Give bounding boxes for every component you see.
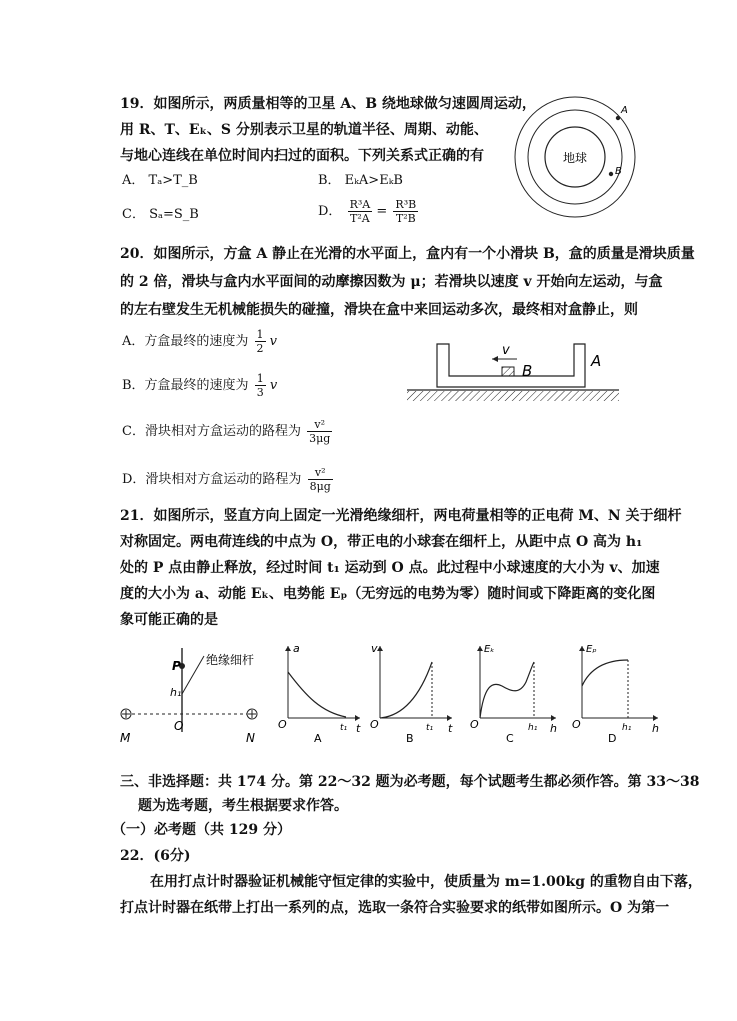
q19-line-1: 19．如图所示，两质量相等的卫星 A、B 绕地球做匀速圆周运动， bbox=[120, 96, 536, 112]
q19-option-d-rhs-num: R³B bbox=[395, 198, 417, 211]
q20-option-d-frac bbox=[308, 466, 333, 493]
q20-option-c-den: 3μg bbox=[309, 432, 331, 445]
rod-label: 绝缘细杆 bbox=[206, 653, 255, 667]
graph-a-x-label: t bbox=[356, 722, 361, 735]
graph-d bbox=[570, 636, 666, 746]
q20-option-a-num: 1 bbox=[256, 328, 264, 341]
graph-c bbox=[468, 636, 564, 746]
satellite-a-label: A bbox=[621, 105, 628, 116]
q20-option-a bbox=[122, 328, 277, 355]
q20-option-d-text: D．滑块相对方盒运动的路程为 bbox=[122, 472, 302, 487]
rod-pointer bbox=[182, 656, 204, 694]
label-o: O bbox=[174, 719, 184, 733]
q20-option-c-num: v² bbox=[307, 418, 332, 432]
label-n: N bbox=[246, 731, 255, 745]
graph-b-caption: B bbox=[406, 732, 414, 745]
q20-option-b-text: B．方盒最终的速度为 bbox=[122, 378, 249, 393]
q20-option-b-num: 1 bbox=[256, 372, 264, 385]
q20-option-a-frac bbox=[255, 328, 266, 355]
graph-d-y-label: Eₚ bbox=[586, 644, 597, 655]
graph-c-mark: h₁ bbox=[528, 723, 538, 733]
block-b bbox=[502, 367, 514, 376]
graph-b bbox=[368, 636, 458, 746]
q22-line-2: 打点计时器在纸带上打出一系列的点，选取一条符合实验要求的纸带如图所示。O 为第一 bbox=[120, 900, 670, 916]
q21-line-3: 处的 P 点由静止释放，经过时间 t₁ 运动到 O 点。此过程中小球速度的大小为 v、加速 bbox=[120, 560, 660, 576]
block-b-label: B bbox=[522, 362, 533, 380]
graph-c-x-label: h bbox=[550, 722, 557, 735]
q20-option-d-den: 8μg bbox=[309, 480, 331, 493]
graph-c-x-arrow bbox=[551, 715, 556, 721]
q19-option-d-lhs bbox=[348, 198, 373, 225]
satellite-b bbox=[609, 172, 613, 176]
label-p: P bbox=[172, 659, 181, 673]
graph-c-y-label: Eₖ bbox=[484, 644, 495, 655]
section3-line-1: 三、非选择题：共 174 分。第 22～32 题为必考题，每个试题考生都必须作答。第 33～38 bbox=[120, 774, 700, 790]
q20-option-d bbox=[122, 466, 333, 493]
box-a bbox=[437, 344, 585, 387]
q21-line-1: 21．如图所示，竖直方向上固定一光滑绝缘细杆，两电荷量相等的正电荷 M、N 关于细杆 bbox=[120, 508, 682, 524]
q20-option-b-frac bbox=[255, 372, 266, 399]
ground-hatch bbox=[407, 391, 619, 401]
graph-a bbox=[276, 636, 366, 746]
q20-option-b-den: 3 bbox=[256, 386, 264, 399]
q22-line-1: 在用打点计时器验证机械能守恒定律的实验中，使质量为 m=1.00kg 的重物自由下落， bbox=[150, 874, 702, 890]
earth-label: 地球 bbox=[562, 151, 588, 165]
graph-b-x-arrow bbox=[447, 715, 452, 721]
graph-c-origin: O bbox=[470, 718, 479, 731]
q19-option-c: C． Sₐ=S_B bbox=[122, 207, 199, 222]
q19-option-d-rhs-den: T²B bbox=[395, 212, 416, 225]
q19-option-d bbox=[318, 198, 418, 225]
q20-line-2: 的 2 倍，滑块与盒内水平面间的动摩擦因数为 μ；若滑块以速度 v 开始向左运动，与盒 bbox=[120, 274, 663, 290]
graph-d-mark: h₁ bbox=[622, 723, 632, 733]
graph-d-origin: O bbox=[572, 718, 581, 731]
q20-option-b bbox=[122, 372, 277, 399]
graph-d-y-arrow bbox=[579, 646, 585, 651]
graph-a-y-label: a bbox=[293, 642, 300, 655]
velocity-arrow-head bbox=[492, 356, 498, 362]
q21-line-5: 象可能正确的是 bbox=[120, 612, 218, 628]
satellite-a bbox=[616, 116, 620, 120]
label-h1: h₁ bbox=[170, 686, 182, 699]
graph-c-y-arrow bbox=[477, 646, 483, 651]
q19-line-2: 用 R、T、Eₖ、S 分别表示卫星的轨道半径、周期、动能、 bbox=[120, 122, 488, 138]
q20-option-a-den: 2 bbox=[256, 342, 264, 355]
satellite-b-label: B bbox=[615, 166, 622, 177]
graph-b-x-label: t bbox=[448, 722, 453, 735]
graph-a-x-arrow bbox=[355, 715, 360, 721]
section3-line-2: 题为选考题，考生根据要求作答。 bbox=[138, 798, 348, 814]
section3-subheading: （一）必考题（共 129 分） bbox=[112, 822, 291, 838]
graph-d-caption: D bbox=[608, 732, 617, 745]
q20-option-b-tail: v bbox=[269, 378, 278, 393]
graph-c-curve bbox=[480, 662, 534, 718]
q20-line-3: 的左右壁发生无机械能损失的碰撞，滑块在盒中来回运动多次，最终相对盒静止，则 bbox=[120, 302, 638, 318]
graph-d-x-label: h bbox=[652, 722, 659, 735]
graph-c-caption: C bbox=[506, 732, 514, 745]
graph-a-caption: A bbox=[314, 732, 322, 745]
q20-option-c-frac bbox=[307, 418, 332, 445]
q19-option-d-eq: = bbox=[376, 204, 388, 219]
graph-b-mark: t₁ bbox=[426, 723, 434, 733]
q20-option-d-num: v² bbox=[308, 466, 333, 480]
graph-b-origin: O bbox=[370, 718, 379, 731]
graph-a-origin: O bbox=[278, 718, 287, 731]
box-figure bbox=[405, 338, 620, 408]
label-m: M bbox=[120, 731, 131, 745]
q19-option-a: A． Tₐ>T_B bbox=[122, 173, 198, 188]
rod-figure bbox=[112, 636, 272, 746]
graph-b-y-label: v bbox=[371, 642, 378, 655]
q19-option-d-lhs-den: T²A bbox=[350, 212, 370, 225]
orbit-figure bbox=[510, 92, 640, 222]
q20-option-a-tail: v bbox=[269, 334, 278, 349]
graph-b-y-arrow bbox=[377, 646, 383, 651]
q21-line-2: 对称固定。两电荷连线的中点为 O，带正电的小球套在细杆上，从距中点 O 高为 h₁ bbox=[120, 534, 643, 550]
q20-option-c bbox=[122, 418, 332, 445]
q19-line-3: 与地心连线在单位时间内扫过的面积。下列关系式正确的有 bbox=[120, 148, 484, 164]
graph-d-x-arrow bbox=[653, 715, 658, 721]
graph-b-curve bbox=[380, 662, 432, 718]
q20-line-1: 20．如图所示，方盒 A 静止在光滑的水平面上，盒内有一个小滑块 B，盒的质量是滑块质量 bbox=[120, 246, 695, 262]
graph-a-y-arrow bbox=[285, 646, 291, 651]
graph-a-curve bbox=[288, 672, 346, 717]
q19-option-d-label: D． bbox=[318, 204, 342, 219]
graph-a-mark: t₁ bbox=[340, 723, 348, 733]
graph-d-curve bbox=[582, 660, 628, 686]
q19-option-b: B． EₖA>EₖB bbox=[318, 173, 403, 188]
q21-line-4: 度的大小为 a、动能 Eₖ、电势能 Eₚ（无穷远的电势为零）随时间或下降距离的变化图 bbox=[120, 586, 656, 602]
q22-heading: 22．(6分) bbox=[120, 848, 191, 864]
q19-option-d-rhs bbox=[393, 198, 418, 225]
velocity-label: v bbox=[502, 343, 510, 358]
q20-option-c-text: C．滑块相对方盒运动的路程为 bbox=[122, 424, 301, 439]
q20-option-a-text: A．方盒最终的速度为 bbox=[122, 334, 249, 349]
box-a-label: A bbox=[591, 352, 602, 370]
q19-option-d-lhs-num: R³A bbox=[349, 198, 371, 211]
